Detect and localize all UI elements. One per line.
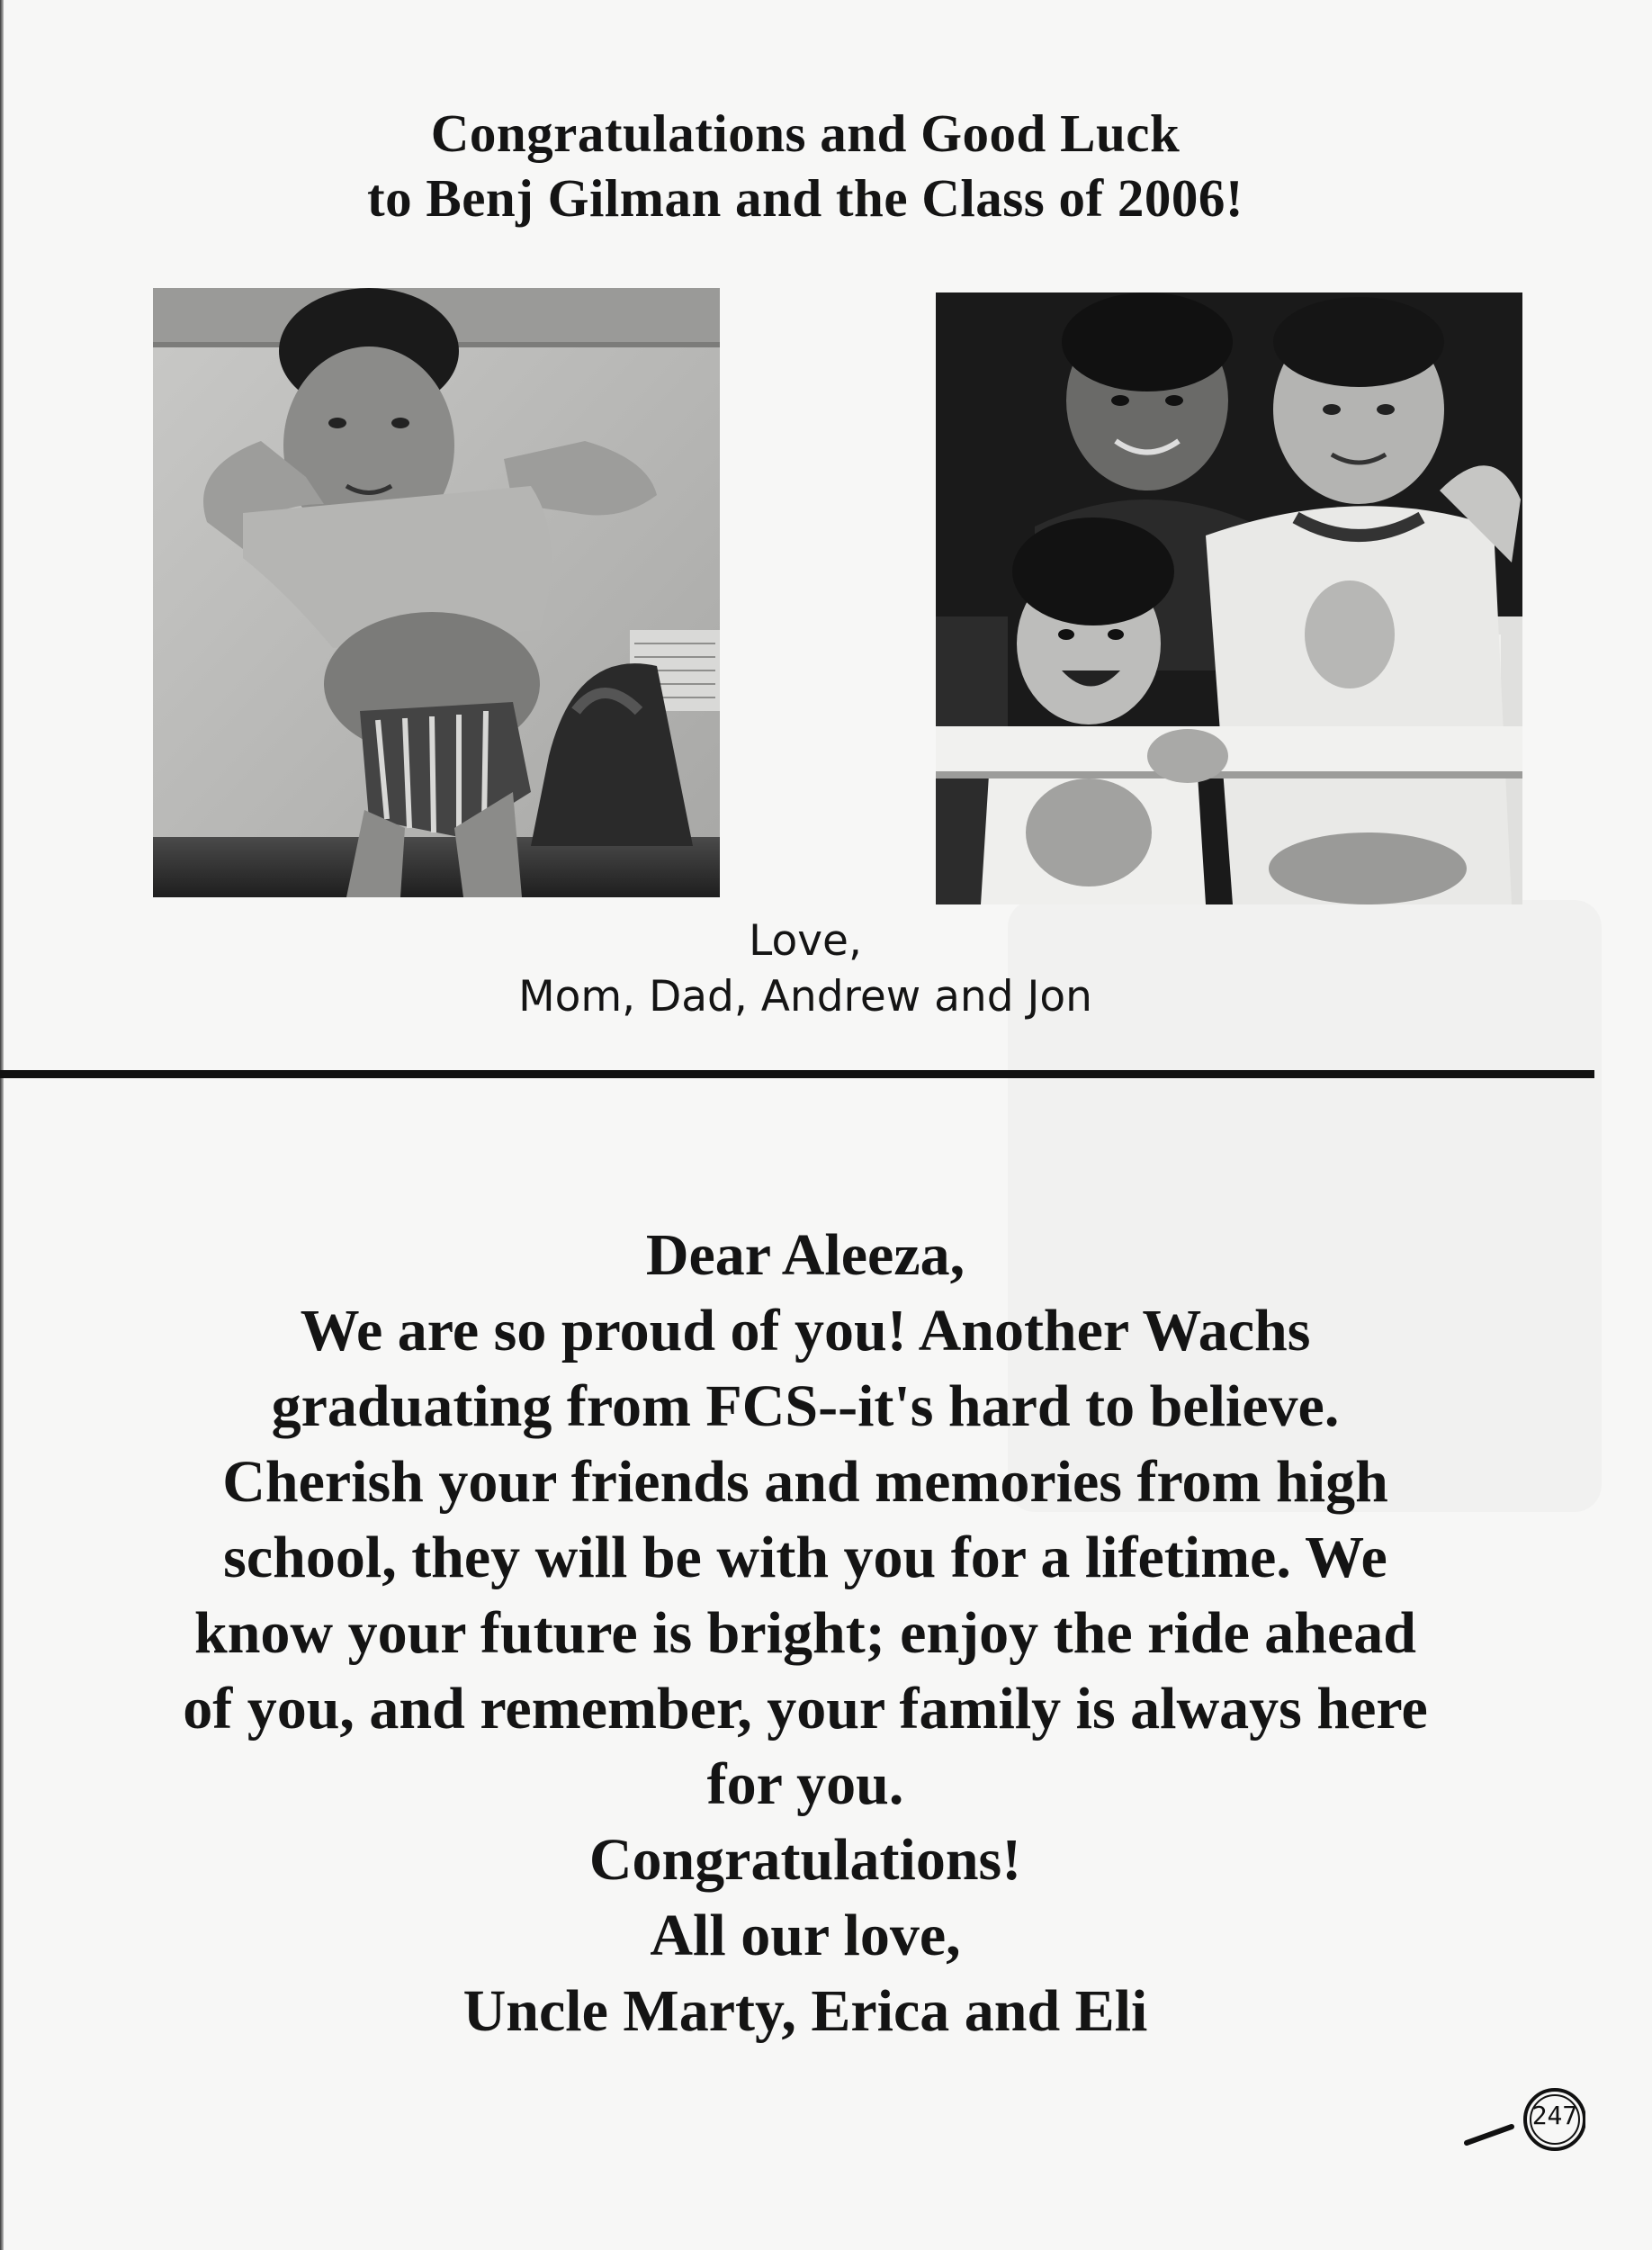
letter-line-3: Cherish your friends and memories from high xyxy=(222,1449,1388,1515)
letter-line-7: for you. xyxy=(706,1751,904,1817)
page-number: 247 xyxy=(1531,2101,1578,2130)
bottom-ad-letter xyxy=(0,1218,1611,2049)
letter-closing-love: All our love, xyxy=(650,1903,961,1968)
signature-names: Mom, Dad, Andrew and Jon xyxy=(518,972,1092,1022)
toddler-photo-image xyxy=(153,288,720,897)
top-heading-line-1: Congratulations and Good Luck xyxy=(430,104,1181,163)
three-boys-photo xyxy=(936,292,1522,904)
letter-closing-congrats: Congratulations! xyxy=(588,1827,1022,1893)
top-ad-heading xyxy=(0,101,1611,230)
top-heading-line-2: to Benj Gilman and the Class of 2006! xyxy=(366,168,1244,228)
top-ad-signature xyxy=(0,914,1611,1025)
letter-line-5: know your future is bright; enjoy the ride ahead xyxy=(194,1600,1416,1666)
letter-greeting: Dear Aleeza, xyxy=(645,1222,965,1288)
three-boys-photo-image xyxy=(936,292,1522,904)
signature-love: Love, xyxy=(749,916,862,966)
section-divider xyxy=(0,1070,1594,1078)
letter-signature: Uncle Marty, Erica and Eli xyxy=(462,1978,1148,2044)
letter-line-2: graduating from FCS--it's hard to believe. xyxy=(271,1373,1340,1439)
toddler-photo xyxy=(153,288,720,897)
letter-line-4: school, they will be with you for a lifetime. We xyxy=(223,1525,1387,1590)
letter-line-1: We are so proud of you! Another Wachs xyxy=(300,1298,1311,1364)
letter-line-6: of you, and remember, your family is always here xyxy=(183,1676,1428,1742)
